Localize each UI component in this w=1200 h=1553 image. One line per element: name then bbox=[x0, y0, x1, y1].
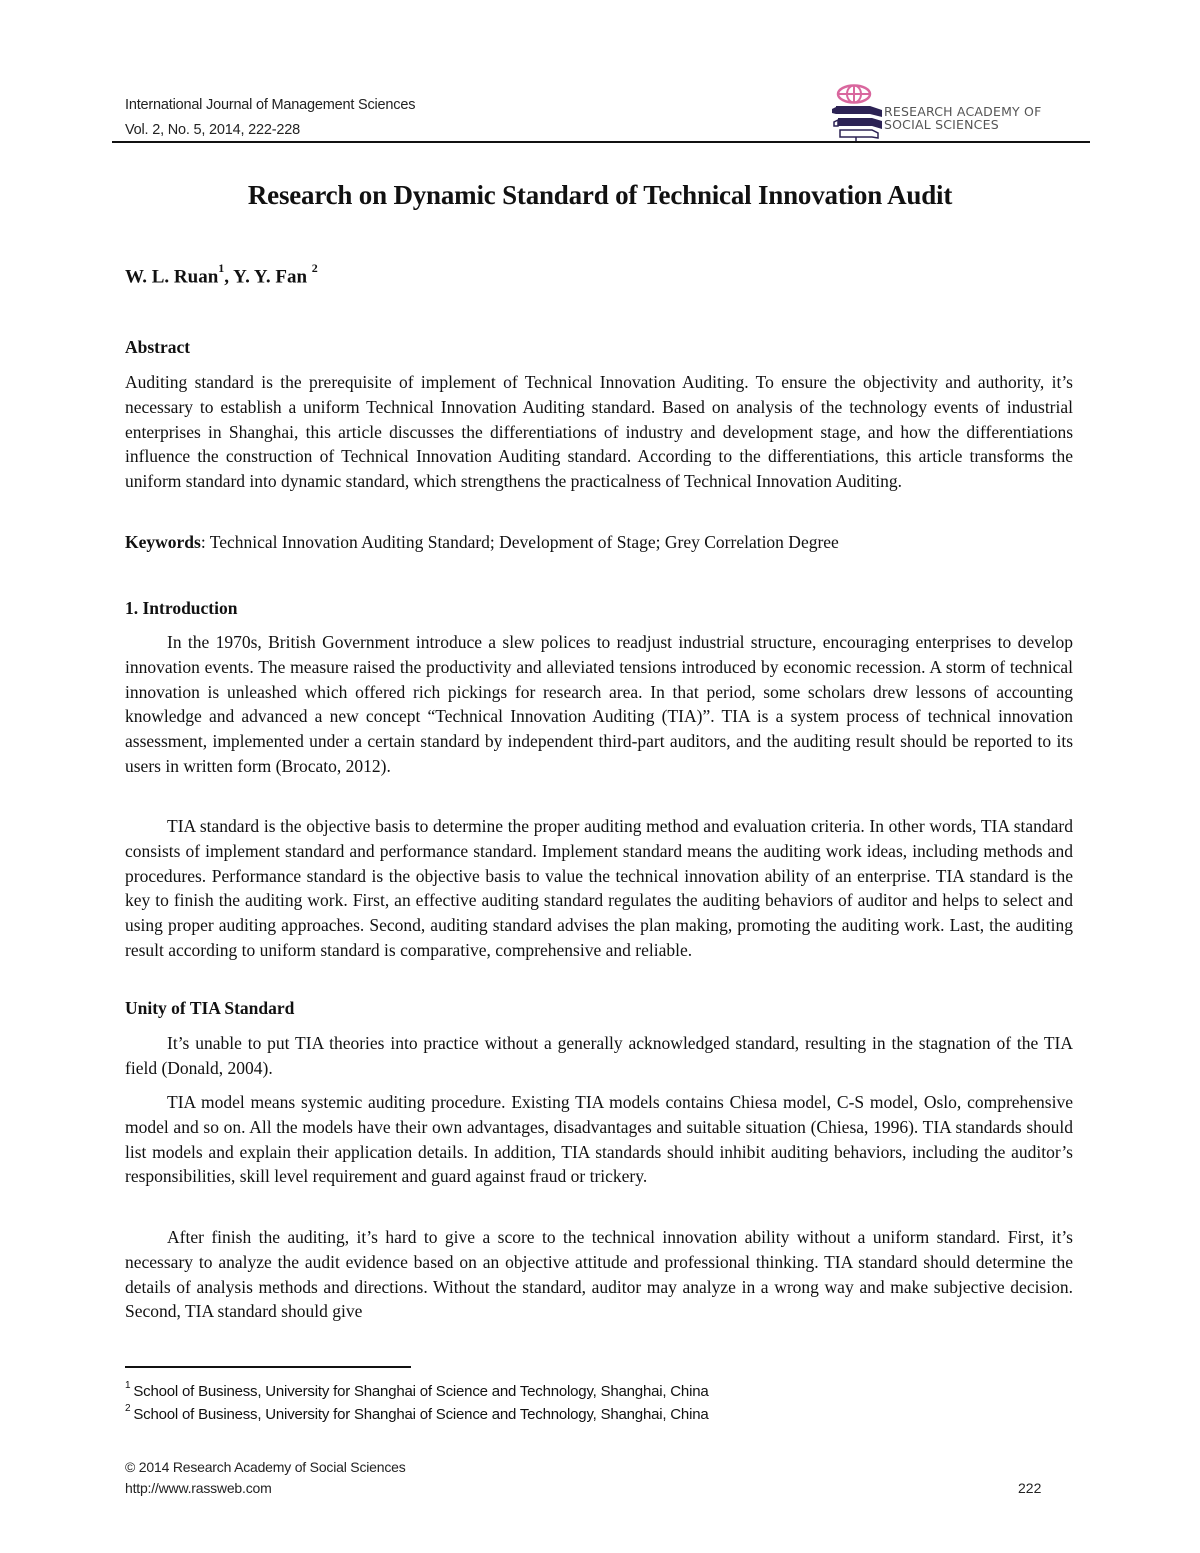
author-affiliation-mark: 1 bbox=[218, 261, 225, 275]
author-name: W. L. Ruan bbox=[125, 266, 219, 288]
publisher-name-line1: RESEARCH ACADEMY OF bbox=[884, 104, 1042, 119]
paragraph: In the 1970s, British Government introduce a slew polices to readjust industrial structure, encouraging enterprises to develop innovation events. The measure raised the productivity and alleviated tensions introduced by economic recession. A storm of technical innovation is unleashed which offered rich pickings for research area. In that period, some scholars drew lessons of accounting knowledge and advanced a new concept “Technical Innovation Auditing (TIA)”. TIA is a system process of technical innovation assessment, implemented under a certain standard by independent third-part auditors, and the auditing result should be reported to its users in written form (Brocato, 2012). bbox=[125, 632, 1073, 776]
paragraph: TIA standard is the objective basis to determine the proper auditing method and evaluation criteria. In other words, TIA standard consists of implement standard and performance standard. Implement standard means the auditing work ideas, including methods and procedures. Performance standard is the objective basis to value the technical innovation ability of an enterprise. TIA standard is the key to finish the auditing work. First, an effective auditing standard regulates the auditing behaviors of auditor and helps to select and using proper auditing approaches. Second, auditing standard advises the plan making, promoting the auditing work. Last, the auditing result according to uniform standard is comparative, comprehensive and reliable. bbox=[125, 816, 1073, 960]
footnote-text: School of Business, University for Shanghai of Science and Technology, Shanghai, China bbox=[133, 1383, 709, 1400]
paragraph: TIA model means systemic auditing procedure. Existing TIA models contains Chiesa model, C-S model, Oslo, comprehensive model and so on. All the models have their own advantages, disadvantages and suitable situation (Chiesa, 1996). TIA standards should list models and explain their application details. In addition, TIA standards should inhibit auditing behaviors, including the auditor’s responsibilities, skill level requirement and guard against fraud or trickery. bbox=[125, 1092, 1073, 1187]
article-title: Research on Dynamic Standard of Technical Innovation Audit bbox=[247, 180, 953, 210]
footnote-rule bbox=[125, 1366, 411, 1368]
publisher-name bbox=[884, 105, 1042, 131]
paragraph: It’s unable to put TIA theories into practice without a generally acknowledged standard, resulting in the stagnation of the TIA field (Donald, 2004). bbox=[125, 1033, 1073, 1078]
keywords-list: : Technical Innovation Auditing Standard; Development of Stage; Grey Correlation Degree bbox=[200, 532, 839, 552]
author-affiliation-mark: 2 bbox=[311, 261, 318, 275]
abstract-text: Auditing standard is the prerequisite of implement of Technical Innovation Auditing. To ensure the objectivity and authority, it’s necessary to establish a uniform Technical Innovation Auditing standard. Based on analysis of the technology events of industrial enterprises in Shanghai, this article discusses the differentiations of industry and development stage, and how the differentiations influence the construction of Technical Innovation Auditing standard. According to the differentiations, this article transforms the uniform standard into dynamic standard, which strengthens the practicalness of Technical Innovation Auditing. bbox=[125, 372, 1073, 492]
author-name: Y. Y. Fan bbox=[233, 266, 312, 288]
globe-books-logo-icon bbox=[830, 84, 886, 142]
copyright-notice: © 2014 Research Academy of Social Sciences bbox=[125, 1459, 406, 1475]
subsection-heading: Unity of TIA Standard bbox=[125, 998, 295, 1018]
footnote bbox=[125, 1382, 709, 1400]
footnote bbox=[125, 1405, 709, 1423]
journal-name: International Journal of Management Sciences bbox=[125, 97, 416, 113]
footnote-mark: 1 bbox=[125, 1380, 131, 1391]
keywords bbox=[125, 530, 1073, 555]
footnote-mark: 2 bbox=[125, 1403, 131, 1414]
author-separator: , bbox=[224, 266, 234, 288]
publisher-name-line2: SOCIAL SCIENCES bbox=[884, 117, 999, 132]
page-number: 222 bbox=[1018, 1480, 1042, 1496]
section-heading: 1. Introduction bbox=[125, 598, 238, 618]
header-rule bbox=[112, 141, 1090, 143]
author-list bbox=[125, 261, 318, 288]
journal-volume: Vol. 2, No. 5, 2014, 222-228 bbox=[125, 122, 300, 138]
paragraph: After finish the auditing, it’s hard to give a score to the technical innovation ability without a uniform standard. First, it’s necessary to analyze the audit evidence based on an objective attitude and professional thinking. TIA standard should determine the details of analysis methods and directions. Without the standard, auditor may analyze in a wrong way and make subjective decision. Second, TIA standard should give bbox=[125, 1227, 1073, 1322]
keywords-label: Keywords bbox=[125, 532, 201, 552]
footnote-text: School of Business, University for Shanghai of Science and Technology, Shanghai, China bbox=[133, 1406, 709, 1423]
publisher-url[interactable]: http://www.rassweb.com bbox=[125, 1480, 272, 1496]
abstract-heading: Abstract bbox=[125, 337, 191, 357]
